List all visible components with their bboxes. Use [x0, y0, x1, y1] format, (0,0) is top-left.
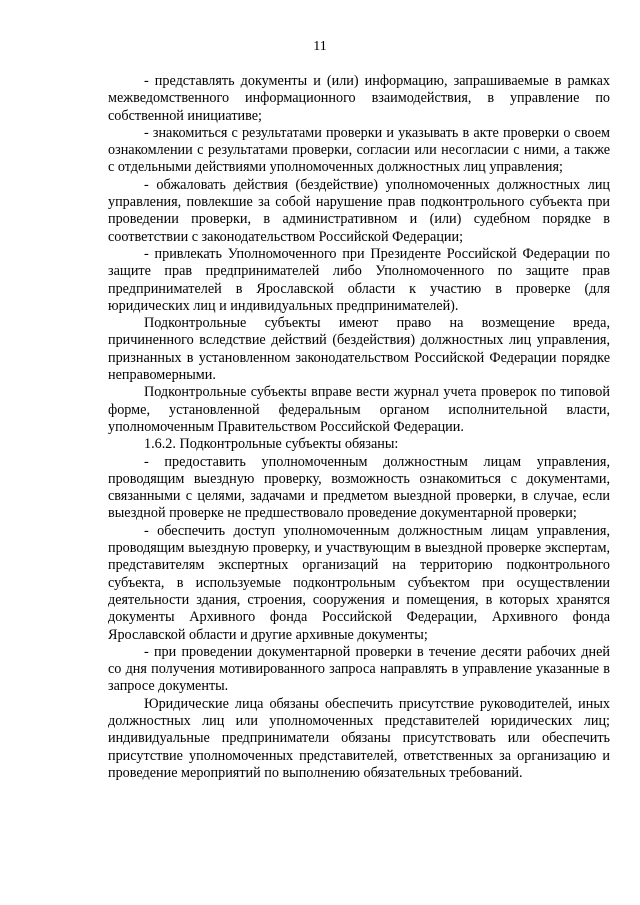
paragraph-involve-ombudsman: - привлекать Уполномоченного при Президенте Российской Федерации по защите прав предпринимателей либо Уполномоченного по защите прав предпринимателей в Ярославской области к участию в проверке (для юридических лиц и индивидуальных предпринимателей).: [108, 245, 610, 314]
paragraph-provide-documents: - предоставить уполномоченным должностным лицам управления, проводящим выездную проверку, возможность ознакомиться с документами, связанными с целями, задачами и предметом выездной проверки, в случае, если выездной проверке не предшествовало проведение документарной проверки;: [108, 453, 610, 522]
paragraph-review-results: - знакомиться с результатами проверки и указывать в акте проверки о своем ознакомлении с результатами проверки, согласии или несогласии с ними, а также с отдельными действиями уполномоченных должностных лиц управления;: [108, 124, 610, 176]
document-body: [108, 73, 610, 782]
paragraph-submit-documents: - представлять документы и (или) информацию, запрашиваемые в рамках межведомственного информационного взаимодействия, в управление по собственной инициативе;: [108, 73, 610, 124]
page-number: 11: [313, 39, 327, 54]
paragraph-ensure-presence: Юридические лица обязаны обеспечить присутствие руководителей, иных должностных лиц или уполномоченных представителей юридических лиц; индивидуальные предприниматели обязаны присутствовать или обеспечить присутствие уполномоченных представителей, ответственных за организацию и проведение мероприятий по выполнению обязательных требований.: [108, 695, 610, 781]
paragraph-compensation-right: Подконтрольные субъекты имеют право на возмещение вреда, причиненного вследствие действий (бездействия) должностных лиц управления, признанных в установленном законодательством Российской Федерации порядке неправомерными.: [108, 315, 610, 384]
paragraph-ensure-access: - обеспечить доступ уполномоченным должностным лицам управления, проводящим выездную проверку, и участвующим в выездной проверке экспертам, представителям экспертных организаций на территорию подконтрольного субъекта, в используемые подконтрольным субъектом при осуществлении деятельности здания, строения, сооружения и помещения, в которых хранятся документы Архивного фонда Российской Федерации, Архивного фонда Ярославской области и другие архивные документы;: [108, 522, 610, 643]
paragraph-appeal-actions: - обжаловать действия (бездействие) уполномоченных должностных лиц управления, повлекшие за собой нарушение прав подконтрольного субъекта при проведении проверки, в административном и (или) судебном порядке в соответствии с законодательством Российской Федерации;: [108, 176, 610, 245]
paragraph-send-documents: - при проведении документарной проверки в течение десяти рабочих дней со дня получения мотивированного запроса направлять в управление указанные в запросе документы.: [108, 643, 610, 695]
section-heading-obligations: 1.6.2. Подконтрольные субъекты обязаны:: [144, 436, 399, 453]
paragraph-inspection-journal: Подконтрольные субъекты вправе вести журнал учета проверок по типовой форме, установленной федеральным органом исполнительной власти, уполномоченным Правительством Российской Федерации.: [108, 384, 610, 435]
